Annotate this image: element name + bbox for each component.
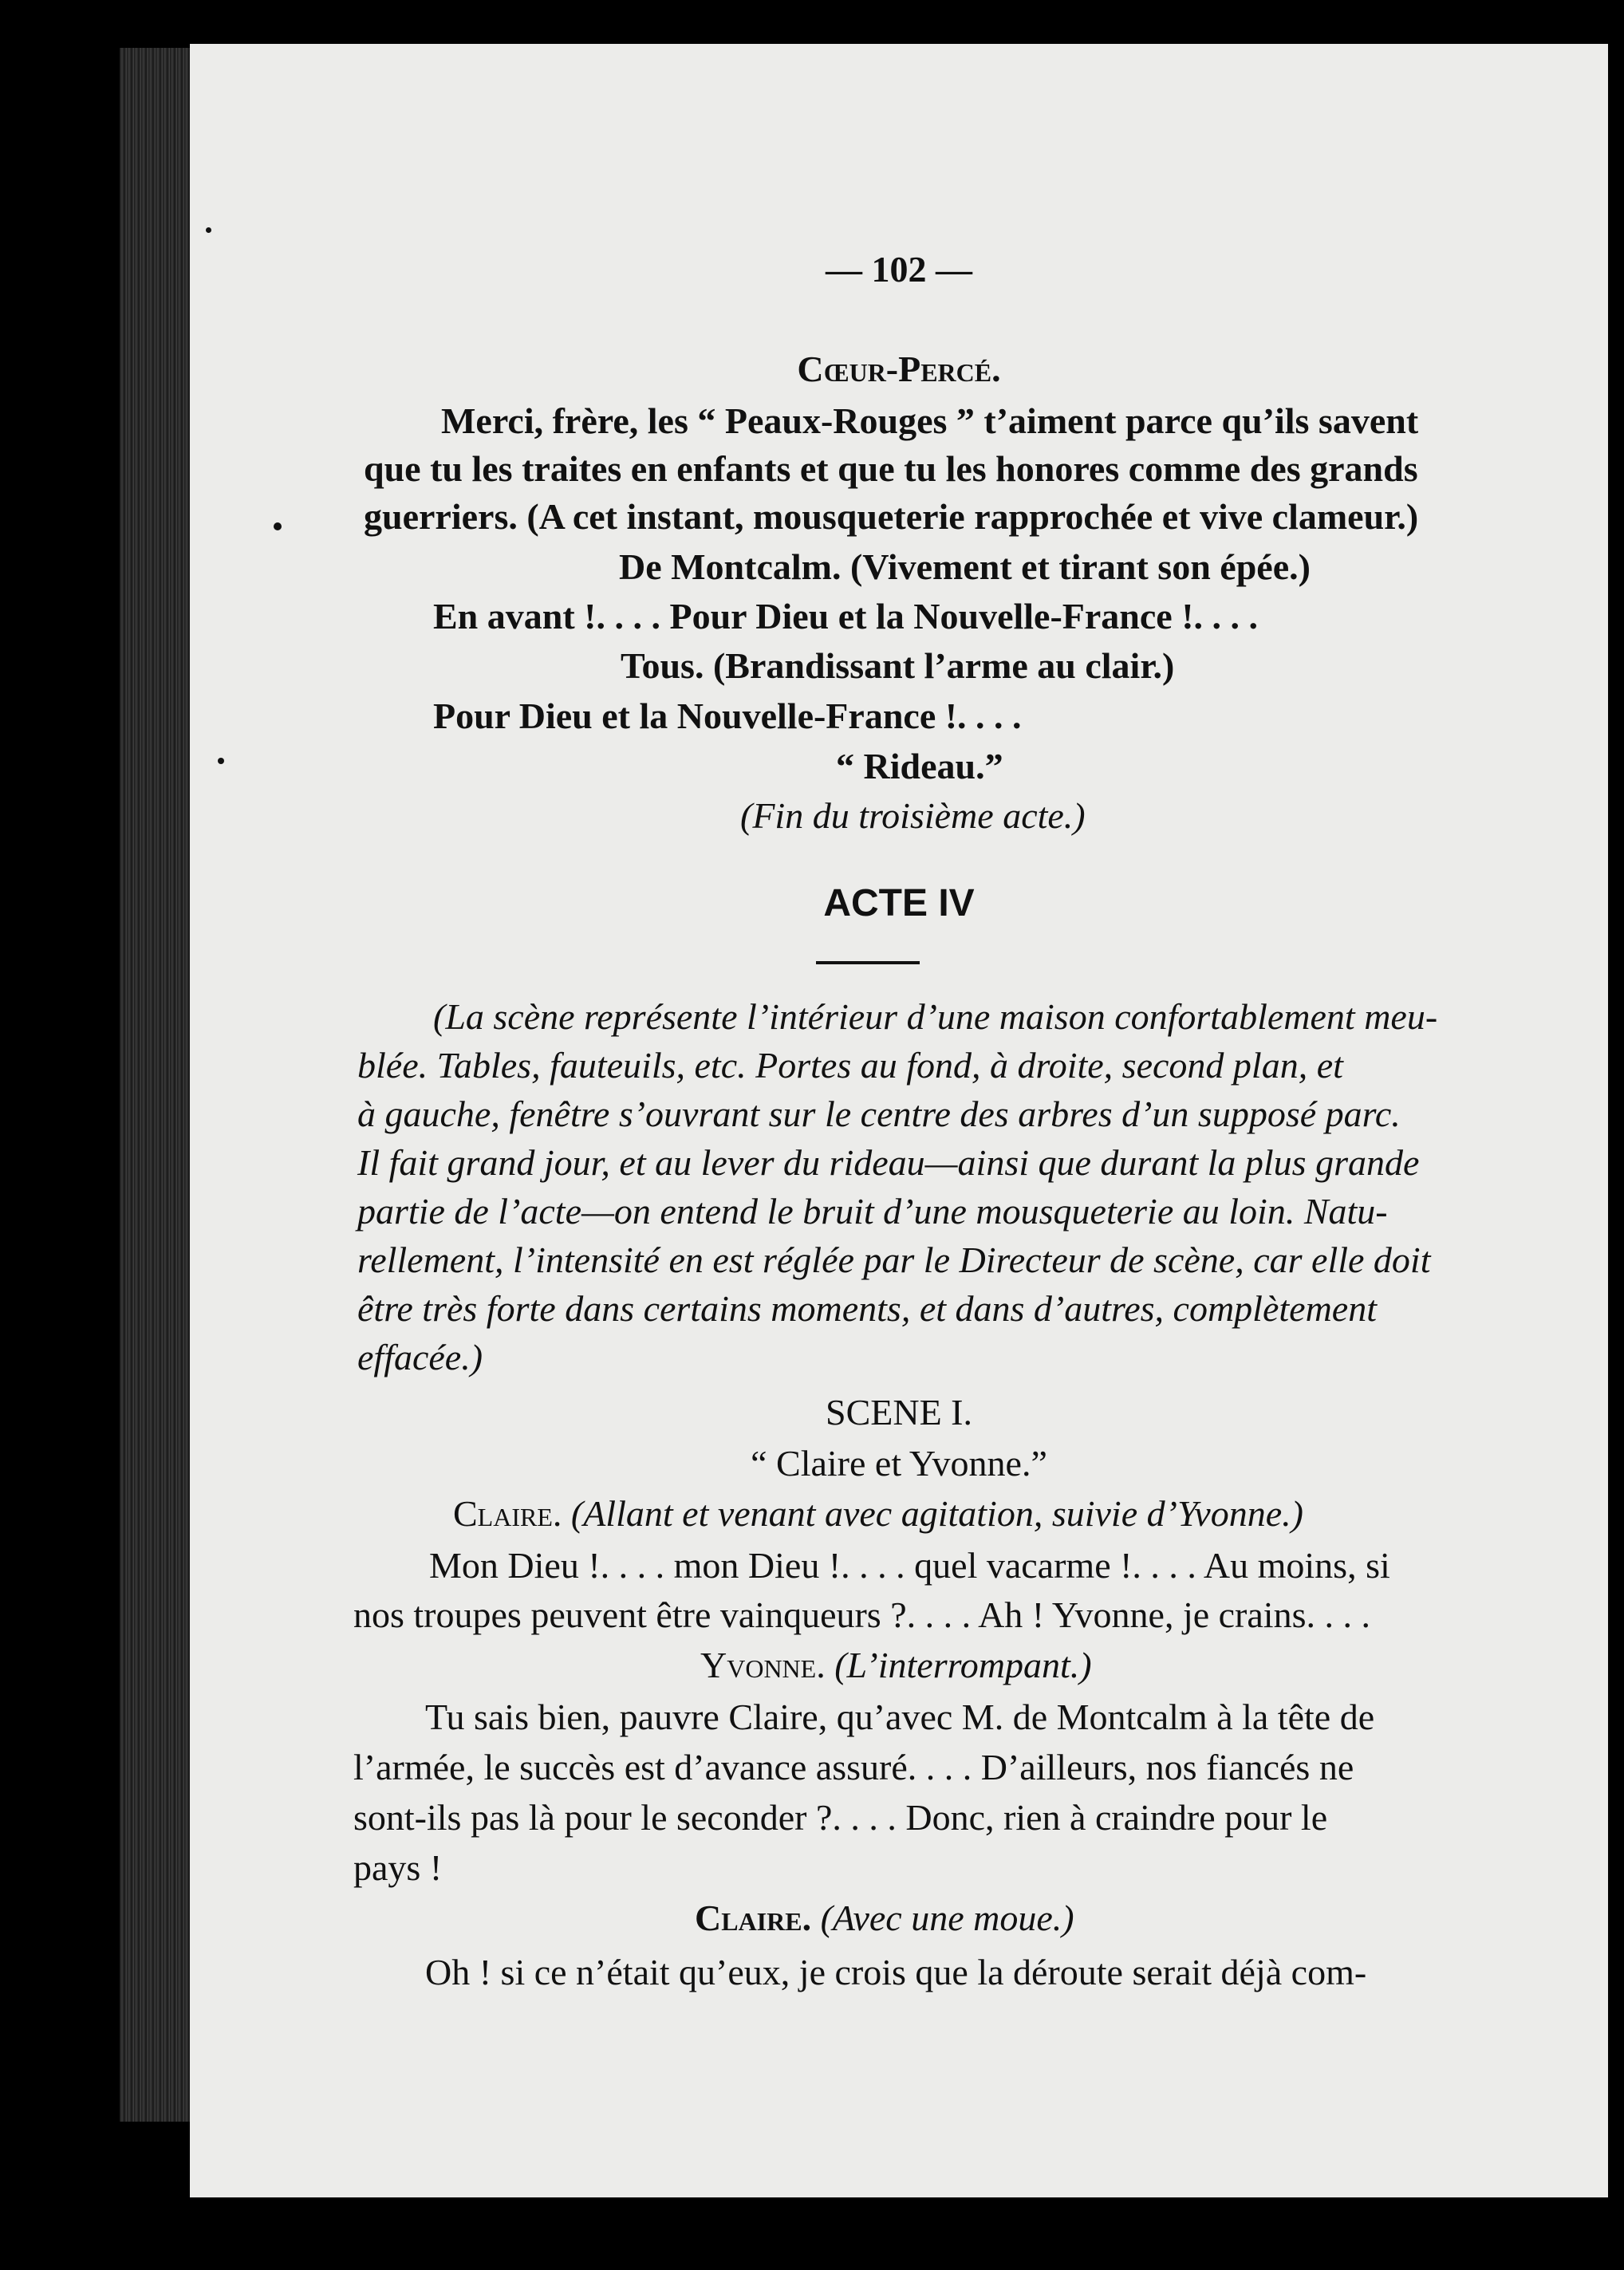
speaker-name: Claire.	[695, 1898, 812, 1938]
text-line: Pour Dieu et la Nouvelle-France !. . . .	[433, 696, 1022, 736]
speaker-claire	[453, 1492, 1303, 1536]
text-line: pays !	[353, 1847, 443, 1888]
ink-speck	[218, 758, 224, 764]
stage-direction: (Avec une moue.)	[820, 1898, 1074, 1938]
scene-title: SCENE I.	[826, 1392, 972, 1433]
act-title: ACTE IV	[823, 882, 975, 924]
speaker-claire	[695, 1896, 1074, 1941]
speaker-name: Claire.	[453, 1493, 562, 1534]
speaker-de-montcalm: De Montcalm. (Vivement et tirant son épée.)	[619, 546, 1311, 587]
text-line: nos troupes peuvent être vainqueurs ?. . . . Ah ! Yvonne, je crains. . . .	[353, 1594, 1370, 1635]
ink-speck	[206, 227, 211, 233]
text-line: l’armée, le succès est d’avance assuré. . . . D’ailleurs, nos fiancés ne	[353, 1747, 1354, 1787]
ink-speck	[274, 522, 282, 530]
stage-direction-line: être très forte dans certains moments, et dans d’autres, complètement	[357, 1288, 1377, 1329]
stage-direction-line: (La scène représente l’intérieur d’une maison confortablement meu-	[433, 996, 1438, 1037]
book-page	[190, 44, 1608, 2197]
text-line: Mon Dieu !. . . . mon Dieu !. . . . quel vacarme !. . . . Au moins, si	[429, 1545, 1390, 1586]
stage-direction-line: partie de l’acte—on entend le bruit d’une mousqueterie au loin. Natu-	[357, 1191, 1388, 1232]
scan-border	[1608, 0, 1624, 2270]
curtain-line: “ Rideau.”	[836, 746, 1003, 786]
scene-subtitle: “ Claire et Yvonne.”	[751, 1443, 1047, 1484]
page-number: — 102 —	[826, 249, 972, 290]
text-line: que tu les traites en enfants et que tu les honores comme des grands	[364, 448, 1418, 489]
end-of-act-note: (Fin du troisième acte.)	[740, 795, 1086, 836]
stage-direction: (L’interrompant.)	[834, 1645, 1092, 1685]
speaker-name: Yvonne.	[700, 1645, 826, 1685]
text-line: sont-ils pas là pour le seconder ?. . . . Donc, rien à craindre pour le	[353, 1797, 1328, 1838]
book-page-edges	[120, 48, 195, 2122]
title-rule	[816, 961, 920, 964]
text-line: Oh ! si ce n’était qu’eux, je crois que la déroute serait déjà com-	[425, 1952, 1367, 1992]
text-line: Tu sais bien, pauvre Claire, qu’avec M. de Montcalm à la tête de	[425, 1697, 1375, 1737]
stage-direction-line: effacée.)	[357, 1337, 483, 1377]
stage-direction-line: à gauche, fenêtre s’ouvrant sur le centre des arbres d’un supposé parc.	[357, 1094, 1401, 1134]
text-line: guerriers. (A cet instant, mousqueterie rapprochée et vive clameur.)	[364, 496, 1419, 537]
speaker-yvonne	[700, 1643, 1092, 1688]
stage-direction: (Allant et venant avec agitation, suivie d’Yvonne.)	[570, 1493, 1303, 1534]
speaker-coeur-perce: Cœur-Percé.	[797, 349, 1001, 389]
stage-direction-line: blée. Tables, fauteuils, etc. Portes au fond, à droite, second plan, et	[357, 1045, 1343, 1086]
stage-direction-line: rellement, l’intensité en est réglée par le Directeur de scène, car elle doit	[357, 1239, 1431, 1280]
stage-direction-line: Il fait grand jour, et au lever du rideau—ainsi que durant la plus grande	[357, 1142, 1420, 1183]
speaker-tous: Tous. (Brandissant l’arme au clair.)	[621, 645, 1175, 686]
text-line: Merci, frère, les “ Peaux-Rouges ” t’aiment parce qu’ils savent	[441, 400, 1419, 441]
text-line: En avant !. . . . Pour Dieu et la Nouvelle-France !. . . .	[433, 596, 1259, 636]
